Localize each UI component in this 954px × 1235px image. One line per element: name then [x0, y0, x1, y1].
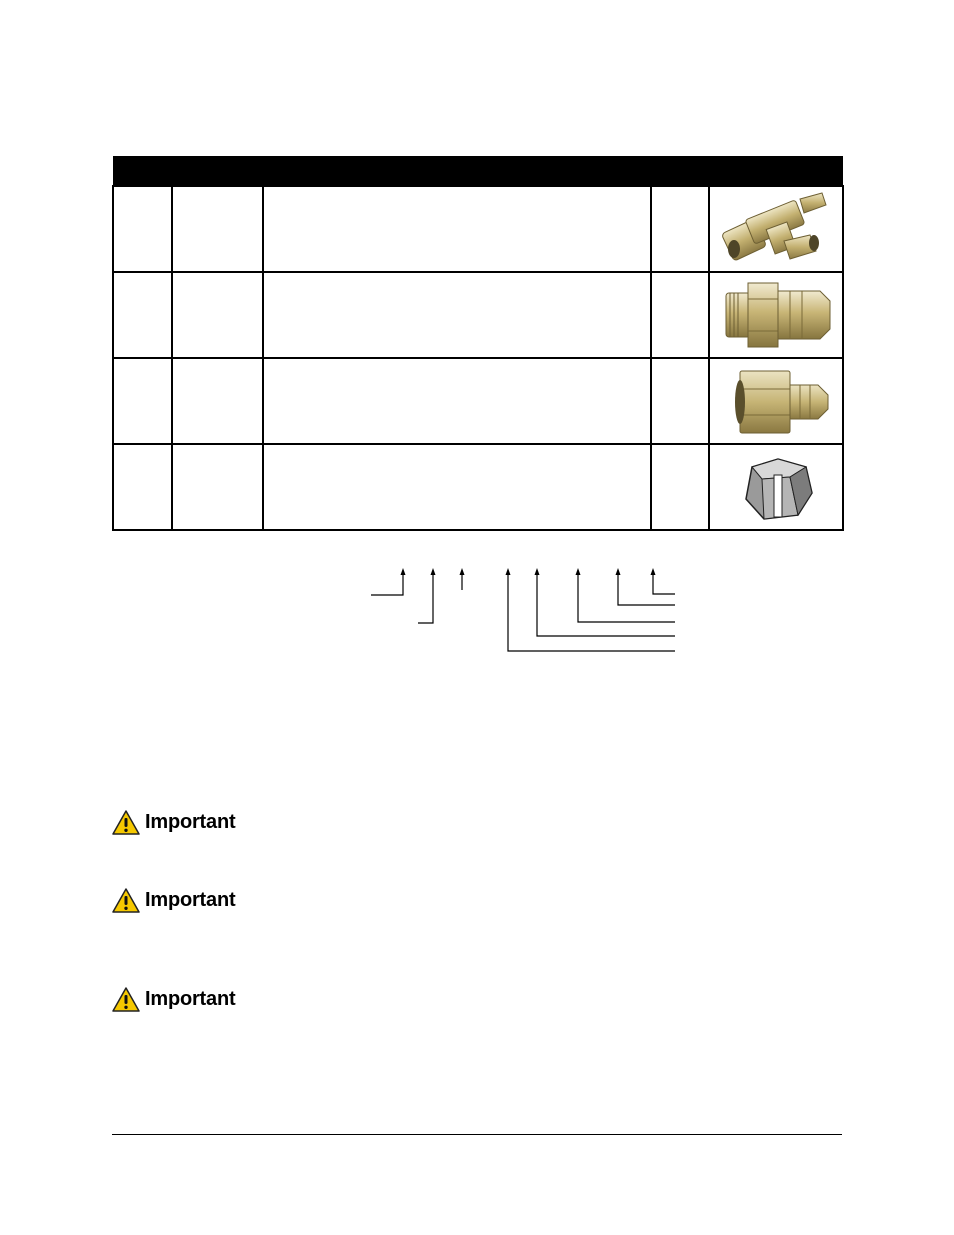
- header-cell: [113, 156, 172, 186]
- callout-line: [578, 574, 675, 622]
- callout-line: [418, 574, 433, 623]
- table-cell: [651, 186, 709, 272]
- table-cell: [263, 444, 651, 530]
- arrowhead: [535, 568, 540, 575]
- footer-rule: [112, 1134, 842, 1135]
- table-row: [113, 186, 843, 272]
- table-cell: [113, 186, 172, 272]
- table-cell: [651, 272, 709, 358]
- callout-line: [653, 574, 675, 594]
- arrowhead: [616, 568, 621, 575]
- reducer-fitting-image: [718, 363, 834, 439]
- table-header-row: [113, 156, 843, 186]
- arrowhead: [576, 568, 581, 575]
- table-cell: [113, 358, 172, 444]
- hex-block-image: [718, 449, 834, 525]
- table-cell: [113, 272, 172, 358]
- table-row: [113, 358, 843, 444]
- parts-table: [112, 156, 844, 531]
- table-cell: [263, 358, 651, 444]
- table-row: [113, 272, 843, 358]
- arrowhead: [460, 568, 465, 575]
- table-row: [113, 444, 843, 530]
- important-notice: [112, 985, 235, 1013]
- important-label: Important: [145, 888, 236, 911]
- straight-adapter-fitting-image: [718, 277, 834, 353]
- table-cell: [172, 358, 263, 444]
- warning-triangle-icon: [112, 987, 140, 1012]
- table-cell: [263, 186, 651, 272]
- callout-line: [537, 574, 675, 636]
- important-label: Important: [145, 810, 236, 833]
- tee-fitting-image: [718, 191, 834, 267]
- header-cell: [172, 156, 263, 186]
- table-cell: [172, 444, 263, 530]
- table-cell-image: [709, 272, 843, 358]
- warning-triangle-icon: [112, 810, 140, 835]
- table-cell: [172, 186, 263, 272]
- table-cell: [651, 358, 709, 444]
- callout-line: [371, 574, 403, 595]
- callout-line: [618, 574, 675, 605]
- header-cell: [709, 156, 843, 186]
- table-cell-image: [709, 358, 843, 444]
- important-label: Important: [145, 987, 236, 1010]
- table-cell: [172, 272, 263, 358]
- important-notice: [112, 808, 235, 836]
- arrowhead: [401, 568, 406, 575]
- important-notice: [112, 886, 235, 914]
- header-cell: [651, 156, 709, 186]
- header-cell: [263, 156, 651, 186]
- callout-line: [508, 574, 675, 651]
- table-cell-image: [709, 186, 843, 272]
- table-cell: [113, 444, 172, 530]
- arrowhead: [506, 568, 511, 575]
- table-cell: [263, 272, 651, 358]
- arrowhead: [431, 568, 436, 575]
- arrowhead: [651, 568, 656, 575]
- table-cell-image: [709, 444, 843, 530]
- table-cell: [651, 444, 709, 530]
- warning-triangle-icon: [112, 888, 140, 913]
